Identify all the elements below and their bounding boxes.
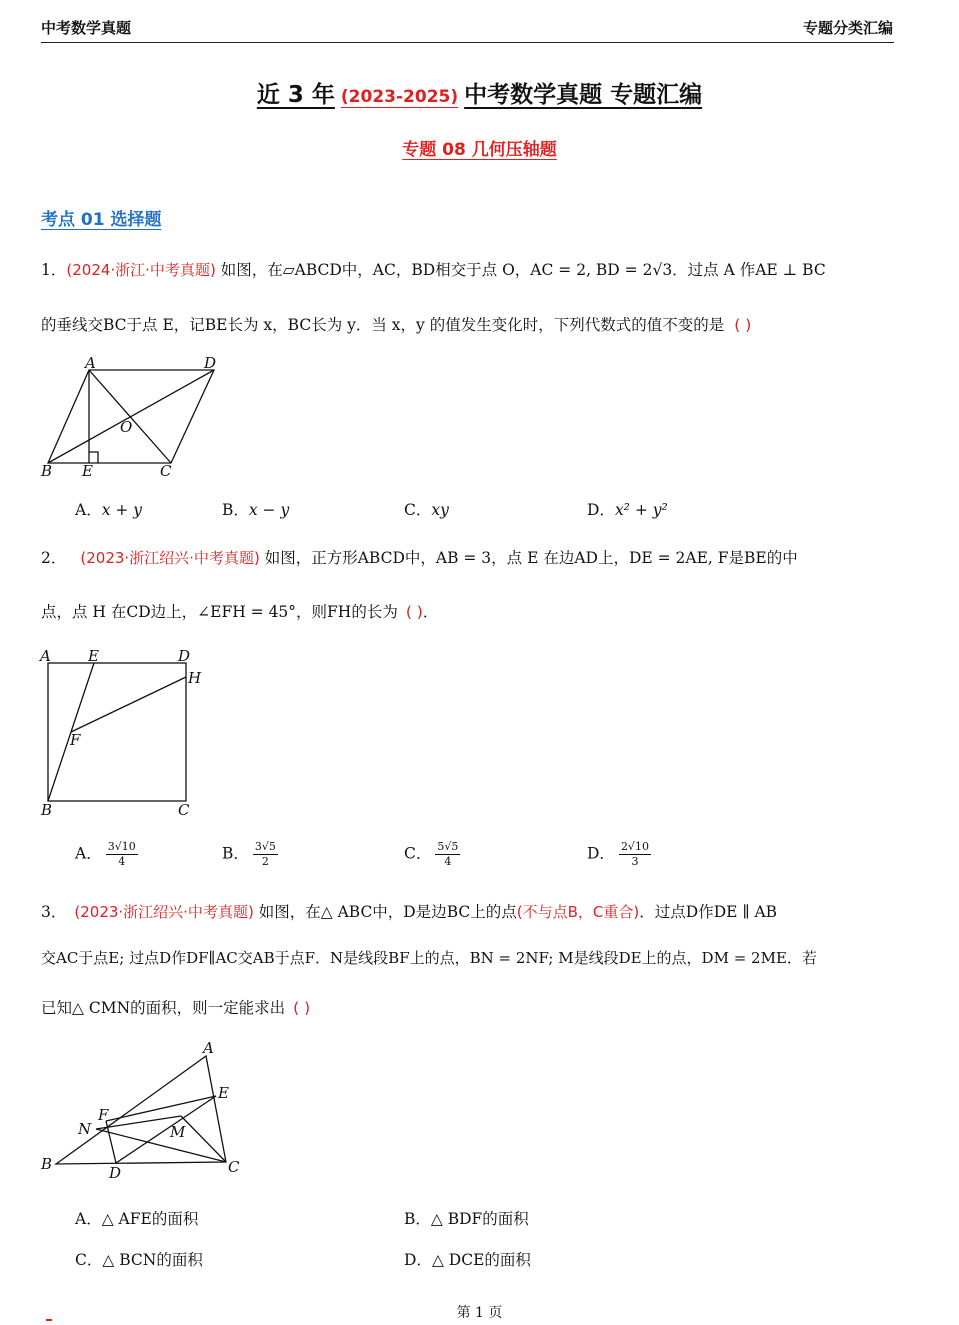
q2-number: 2． [41, 549, 67, 567]
q1-figure [38, 352, 228, 482]
q2-source: (2023·浙江绍兴·中考真题) [80, 549, 260, 567]
q3-label-a: A [203, 1039, 214, 1057]
header-divider [41, 42, 894, 43]
q2-option-a[interactable]: A． $\frac{3√10}{4}$ [75, 840, 136, 868]
q2-option-c-fraction: $\frac{5√5}{4}$ [437, 840, 459, 868]
q3-answer-paren: ( ) [293, 999, 311, 1017]
q2-option-a-fraction: $\frac{3√10}{4}$ [107, 840, 136, 868]
q2-option-b[interactable]: B． $\frac{3√5}{2}$ [222, 840, 276, 868]
q2-line2 [41, 600, 438, 622]
q1-line2 [41, 313, 751, 335]
q3-text3: 已知△ CMN的面积，则一定能求出 [41, 999, 286, 1017]
q3-text1-red: (不与点B，C重合) [516, 903, 640, 921]
q2-square [48, 663, 186, 801]
page-number: 第 1 页 [456, 1305, 503, 1321]
q3-label-c: C [228, 1158, 240, 1176]
q2-label-h: H [188, 669, 202, 687]
page-title [0, 76, 959, 109]
q3-segment-fe [106, 1096, 216, 1121]
header-right: 专题分类汇编 [802, 19, 893, 37]
q1-option-a[interactable]: A．x + y [75, 501, 143, 519]
q1-label-a: A [85, 354, 96, 372]
q3-segment-de [116, 1096, 216, 1163]
q3-label-d: D [109, 1164, 122, 1182]
q2-text2: 点，点 H 在CD边上，∠EFH = 45°，则FH的长为 [41, 603, 398, 621]
q3-option-d[interactable]: D．△ DCE的面积 [404, 1251, 531, 1269]
q3-label-f: F [98, 1106, 109, 1124]
q1-option-c[interactable]: C．xy [404, 501, 449, 519]
q1-line1 [41, 258, 826, 280]
q2-text2-end: ． [422, 603, 439, 621]
q2-label-d: D [178, 647, 191, 665]
q3-segment-nc [96, 1129, 226, 1162]
q3-option-a[interactable]: A．△ AFE的面积 [75, 1210, 199, 1228]
q2-option-d[interactable]: D． $\frac{2√10}{3}$ [587, 840, 649, 868]
q1-text2: 的垂线交BC于点 E，记BE长为 x，BC长为 y．当 x，y 的值发生变化时，下列代数式的值不变的是 [41, 316, 725, 334]
q3-line3 [41, 996, 310, 1018]
q2-line1 [41, 546, 798, 568]
q1-label-o: O [120, 418, 133, 436]
q1-option-b[interactable]: B．x − y [222, 501, 290, 519]
q1-label-e: E [82, 462, 93, 480]
q3-triangle-abc [56, 1056, 226, 1164]
q3-text1b: ．过点D作DE ∥ AB [639, 903, 778, 921]
q3-source: (2023·浙江绍兴·中考真题) [74, 903, 254, 921]
q3-figure [36, 1036, 256, 1186]
q2-label-c: C [178, 801, 190, 819]
title-part1: 近 3 年 [256, 82, 335, 108]
q2-option-c[interactable]: C． $\frac{5√5}{4}$ [404, 840, 459, 868]
q2-label-e: E [88, 647, 99, 665]
q1-answer-paren: ( ) [734, 316, 752, 334]
q3-label-e: E [218, 1084, 229, 1102]
q3-option-c[interactable]: C．△ BCN的面积 [75, 1251, 203, 1269]
q3-text1a: 如图，在△ ABC中，D是边BC上的点 [253, 903, 517, 921]
q1-option-d[interactable]: D．x² + y² [587, 501, 668, 519]
q2-option-b-fraction: $\frac{3√5}{2}$ [254, 840, 276, 868]
q1-label-b: B [41, 462, 53, 480]
q3-line1 [41, 900, 777, 922]
q3-line2 [41, 947, 817, 968]
page-subtitle: 专题 08 几何压轴题 [402, 140, 557, 160]
q2-label-a: A [40, 647, 51, 665]
q3-label-b: B [41, 1155, 53, 1173]
header-left: 中考数学真题 [41, 19, 132, 37]
q1-number: 1． [41, 261, 67, 279]
q1-diagonal-bd [48, 370, 214, 463]
q2-option-d-fraction: $\frac{2√10}{3}$ [620, 840, 649, 868]
title-years: (2023-2025) [340, 87, 459, 107]
q3-number: 3． [41, 903, 67, 921]
q2-text1: 如图，正方形ABCD中，AB = 3，点 E 在边AD上，DE = 2AE, F是BE的中 [259, 549, 798, 567]
q3-segment-nm [96, 1116, 181, 1129]
title-part3: 中考数学真题 专题汇编 [464, 82, 703, 108]
q2-label-b: B [41, 801, 53, 819]
q2-label-f: F [70, 731, 81, 749]
q3-label-n: N [78, 1120, 92, 1138]
q1-text1: 如图，在▱ABCD中，AC，BD相交于点 O，AC = 2, BD = 2√3．过点 A 作AE ⊥ BC [215, 261, 826, 279]
q2-segment-fh [71, 677, 186, 732]
section-heading: 考点 01 选择题 [41, 210, 162, 230]
q1-label-d: D [204, 354, 217, 372]
footer-mark [46, 1319, 52, 1321]
q3-label-m: M [170, 1123, 186, 1141]
q3-option-b[interactable]: B．△ BDF的面积 [404, 1210, 529, 1228]
q1-source: (2024·浙江·中考真题) [66, 261, 216, 279]
q3-text2: 交AC于点E; 过点D作DF∥AC交AB于点F．N是线段BF上的点，BN = 2NF; M是线段DE上的点，DM = 2ME．若 [41, 949, 817, 967]
q2-figure [36, 643, 216, 823]
q2-answer-paren: ( ) [405, 603, 423, 621]
q1-label-c: C [160, 462, 172, 480]
